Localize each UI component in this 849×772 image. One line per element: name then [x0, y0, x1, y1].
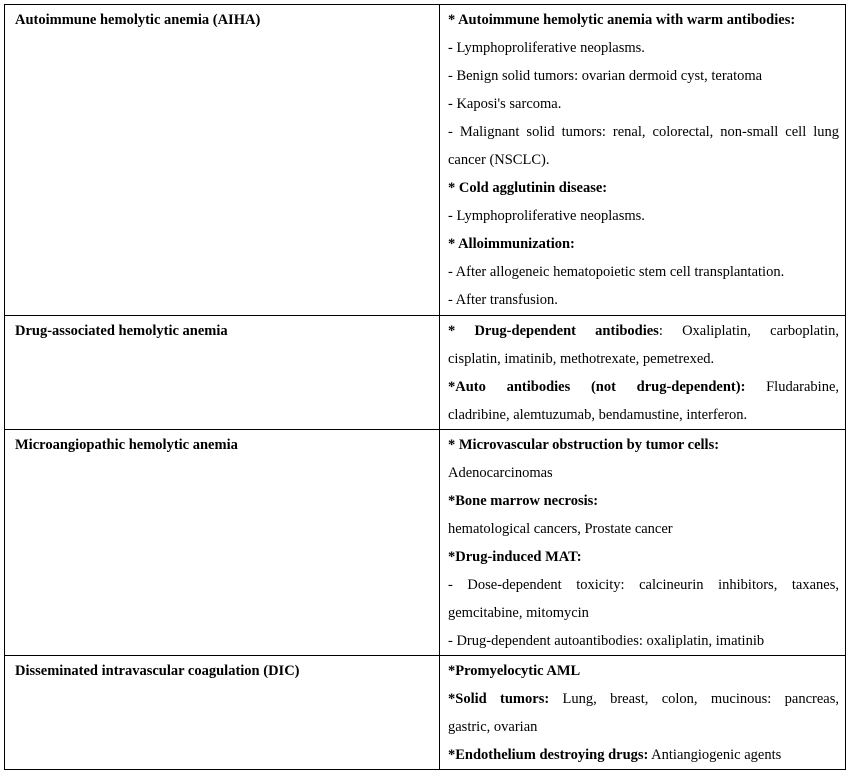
table-row: [5, 5, 846, 316]
paragraph-text: Lung, breast, colon, mucinous: pancreas,: [549, 691, 839, 707]
paragraph-text: Fludarabine,: [745, 379, 839, 395]
subheading: *Solid tumors:: [448, 691, 550, 707]
list-item: - After allogeneic hematopoietic stem cell transplantation.: [448, 264, 785, 280]
category-cell: [5, 5, 440, 316]
category-cell: [5, 316, 440, 430]
subheading: *Endothelium destroying drugs:: [448, 747, 649, 763]
paragraph-line: cisplatin, imatinib, methotrexate, pemetrexed.: [448, 351, 715, 367]
paragraph-line: Adenocarcinomas: [448, 465, 553, 481]
paragraph-text: Antiangiogenic agents: [648, 747, 782, 763]
paragraph-line: cladribine, alemtuzumab, bendamustine, interferon.: [448, 407, 748, 423]
details-cell: [440, 430, 846, 656]
subheading: * Autoimmune hemolytic anemia with warm antibodies:: [448, 12, 796, 28]
list-item: - Lymphoproliferative neoplasms.: [448, 208, 645, 224]
list-item: - Malignant solid tumors: renal, colorectal, non-small cell lung: [448, 124, 839, 140]
subheading: * Microvascular obstruction by tumor cells:: [448, 437, 720, 453]
list-item-continuation: cancer (NSCLC).: [448, 152, 550, 168]
table-row: [5, 656, 846, 770]
category-label: Drug-associated hemolytic anemia: [15, 323, 228, 339]
list-item: - Kaposi's sarcoma.: [448, 96, 562, 112]
details-cell: [440, 656, 846, 770]
list-item: - Dose-dependent toxicity: calcineurin inhibitors, taxanes,: [448, 577, 839, 593]
paragraph-line: [448, 373, 839, 401]
details-cell: [440, 316, 846, 430]
subheading: * Cold agglutinin disease:: [448, 180, 608, 196]
category-label: Disseminated intravascular coagulation (DIC): [15, 663, 300, 679]
category-label: Autoimmune hemolytic anemia (AIHA): [15, 12, 261, 28]
list-item-continuation: gemcitabine, mitomycin: [448, 605, 589, 621]
list-item: - After transfusion.: [448, 292, 558, 308]
paragraph-line: gastric, ovarian: [448, 719, 538, 735]
subheading: *Promyelocytic AML: [448, 663, 581, 679]
paragraph-line: [448, 685, 839, 713]
list-item: - Drug-dependent autoantibodies: oxaliplatin, imatinib: [448, 633, 765, 649]
hemolytic-anemia-table: [4, 4, 846, 770]
paragraph-line: hematological cancers, Prostate cancer: [448, 521, 673, 537]
table-row: [5, 316, 846, 430]
subheading: *Auto antibodies (not drug-dependent):: [448, 379, 746, 395]
category-label: Microangiopathic hemolytic anemia: [15, 437, 238, 453]
category-cell: [5, 430, 440, 656]
table-row: [5, 430, 846, 656]
paragraph-line: [448, 741, 839, 769]
list-item: - Benign solid tumors: ovarian dermoid cyst, teratoma: [448, 68, 763, 84]
subheading: *Drug-induced MAT:: [448, 549, 582, 565]
list-item: - Lymphoproliferative neoplasms.: [448, 40, 645, 56]
subheading: *Bone marrow necrosis:: [448, 493, 599, 509]
paragraph-text: : Oxaliplatin, carboplatin,: [658, 323, 839, 339]
subheading: * Alloimmunization:: [448, 236, 575, 252]
category-cell: [5, 656, 440, 770]
paragraph-line: [448, 317, 839, 345]
subheading: * Drug-dependent antibodies: [448, 323, 659, 339]
details-cell: [440, 5, 846, 316]
